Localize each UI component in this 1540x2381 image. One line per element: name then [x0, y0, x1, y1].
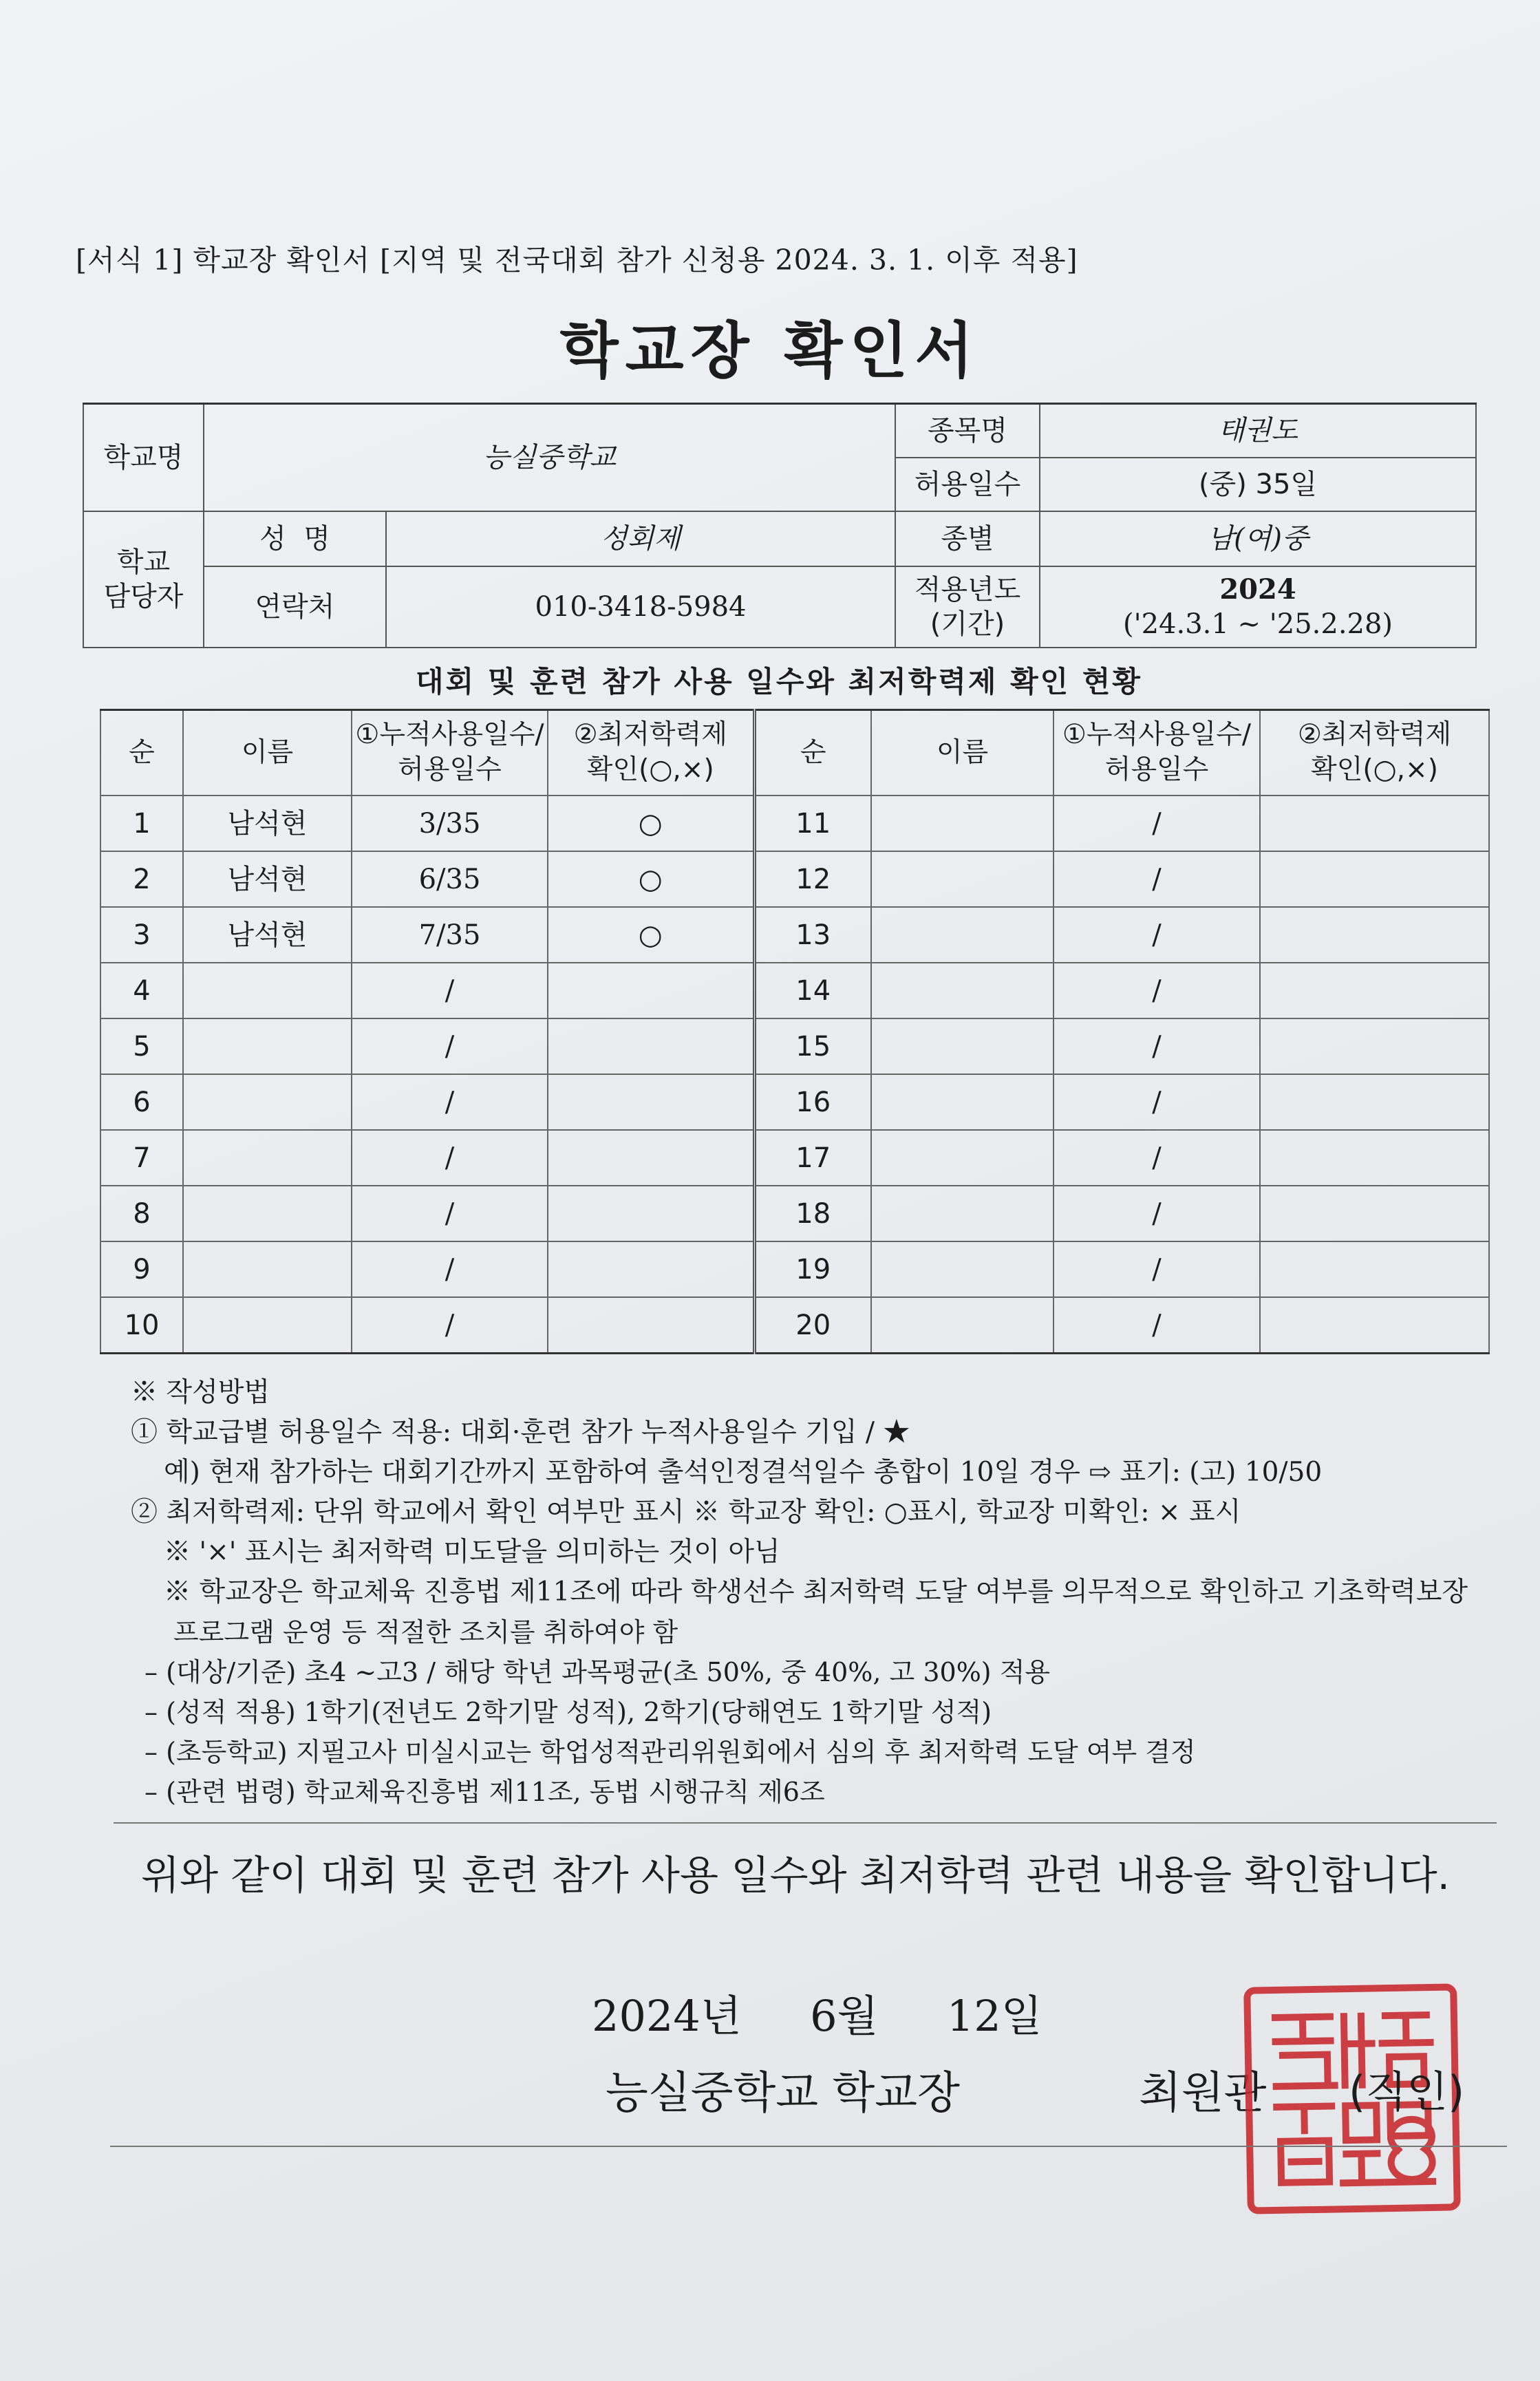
student-name: [871, 1241, 1054, 1297]
academic-check: ○: [548, 796, 754, 851]
academic-check: [1260, 1074, 1489, 1130]
row-number: 6: [100, 1074, 183, 1130]
table-row: [100, 1074, 1489, 1130]
instruction-line: – (성적 적용) 1학기(전년도 2학기말 성적), 2학기(당해연도 1학기말 성적): [145, 1697, 992, 1727]
instruction-line: – (대상/기준) 초4 ~고3 / 해당 학년 과목평균(초 50%, 중 40%, 고 30%) 적용: [145, 1657, 1051, 1687]
student-name: [183, 1074, 352, 1130]
academic-check: [548, 1074, 754, 1130]
header-academic-right: ②최저학력제 확인(○,×): [1260, 710, 1489, 796]
table-row: [100, 1130, 1489, 1186]
header-academic-left: ②최저학력제 확인(○,×): [548, 710, 754, 796]
row-number: 7: [100, 1130, 183, 1186]
row-number: 19: [754, 1241, 871, 1297]
student-name: [871, 1186, 1054, 1241]
row-number: 8: [100, 1186, 183, 1241]
used-days: 7/35: [352, 907, 548, 963]
list-title: 대회 및 훈련 참가 사용 일수와 최저학력제 확인 현황: [416, 665, 1142, 698]
school-name-value: 능실중학교: [204, 404, 895, 511]
student-name: [183, 1018, 352, 1074]
academic-check: [1260, 1297, 1489, 1354]
academic-check: ○: [548, 907, 754, 963]
student-name: 남석현: [183, 907, 352, 963]
manager-label: 학교 담당자: [83, 511, 204, 648]
academic-check: [548, 1130, 754, 1186]
student-name: 남석현: [183, 796, 352, 851]
student-name: [871, 1297, 1054, 1354]
instruction-line: ※ 학교장은 학교체육 진흥법 제11조에 따라 학생선수 최저학력 도달 여부를 의무적으로 확인하고 기초학력보장: [164, 1577, 1468, 1608]
student-name: [871, 796, 1054, 851]
row-number: 12: [754, 851, 871, 907]
academic-check: [1260, 1018, 1489, 1074]
divider-line: [114, 1822, 1497, 1824]
student-name: [183, 1241, 352, 1297]
seal-label: (직인): [1349, 2067, 1465, 2117]
table-row: [100, 796, 1489, 851]
header-no-right: 순: [754, 710, 871, 796]
academic-check: [1260, 1241, 1489, 1297]
used-days: /: [352, 1297, 548, 1354]
row-number: 18: [754, 1186, 871, 1241]
student-name: [871, 1074, 1054, 1130]
used-days: /: [1054, 963, 1260, 1018]
used-days: /: [1054, 1186, 1260, 1241]
apply-year-label: 적용년도 (기간): [895, 566, 1040, 648]
row-number: 3: [100, 907, 183, 963]
row-number: 9: [100, 1241, 183, 1297]
used-days: /: [352, 1130, 548, 1186]
school-name-label: 학교명: [83, 404, 204, 511]
used-days: /: [352, 1241, 548, 1297]
contact-value: 010-3418-5984: [386, 566, 895, 648]
row-number: 5: [100, 1018, 183, 1074]
student-name: 남석현: [183, 851, 352, 907]
student-name: [871, 1018, 1054, 1074]
row-number: 14: [754, 963, 871, 1018]
academic-check: [548, 1018, 754, 1074]
academic-check: [1260, 1186, 1489, 1241]
gender-value: 남(여)중: [1040, 511, 1476, 566]
used-days: /: [1054, 907, 1260, 963]
row-number: 1: [100, 796, 183, 851]
manager-name-value: 성회제: [386, 511, 895, 566]
used-days: 3/35: [352, 796, 548, 851]
allowed-days-value: (중) 35일: [1040, 458, 1476, 511]
used-days: /: [352, 1186, 548, 1241]
used-days: /: [1054, 1018, 1260, 1074]
used-days: /: [1054, 1297, 1260, 1354]
table-row: [100, 963, 1489, 1018]
student-name: [871, 907, 1054, 963]
school-info-table: [83, 403, 1477, 648]
contact-label: 연락처: [204, 566, 386, 648]
signature-date: 2024년 6월 12일: [592, 1991, 1042, 2041]
principal-name: 최원관: [1139, 2068, 1267, 2119]
table-row: [100, 1186, 1489, 1241]
row-number: 17: [754, 1130, 871, 1186]
student-name: [183, 963, 352, 1018]
student-name: [183, 1186, 352, 1241]
confirmation-statement: 위와 같이 대회 및 훈련 참가 사용 일수와 최저학력 관련 내용을 확인합니다.: [141, 1852, 1451, 1899]
header-days-right: ①누적사용일수/ 허용일수: [1054, 710, 1260, 796]
table-row: [100, 851, 1489, 907]
used-days: /: [1054, 1241, 1260, 1297]
student-name: [871, 963, 1054, 1018]
allowed-days-label: 허용일수: [895, 458, 1040, 511]
form-header: [서식 1] 학교장 확인서 [지역 및 전국대회 참가 신청용 2024. 3. 1. 이후 적용]: [76, 244, 1078, 277]
academic-check: [548, 1297, 754, 1354]
apply-period-value: ('24.3.1 ~ '25.2.28): [1122, 608, 1393, 640]
student-name: [183, 1297, 352, 1354]
used-days: /: [1054, 796, 1260, 851]
apply-year-cell: [1040, 566, 1476, 648]
header-name-right: 이름: [871, 710, 1054, 796]
manager-name-label: 성 명: [204, 511, 386, 566]
table-row: [100, 907, 1489, 963]
academic-check: ○: [548, 851, 754, 907]
used-days: /: [1054, 1130, 1260, 1186]
academic-check: [548, 1241, 754, 1297]
academic-check: [1260, 963, 1489, 1018]
student-name: [183, 1130, 352, 1186]
instruction-line: ※ '×' 표시는 최저학력 미도달을 의미하는 것이 아님: [164, 1537, 780, 1568]
academic-check: [548, 1186, 754, 1241]
instruction-line: ② 최저학력제: 단위 학교에서 확인 여부만 표시 ※ 학교장 확인: ○표시, 학교장 미확인: × 표시: [131, 1497, 1241, 1528]
instruction-line: ※ 작성방법: [131, 1377, 270, 1408]
student-name: [871, 851, 1054, 907]
academic-check: [1260, 851, 1489, 907]
instruction-line: 예) 현재 참가하는 대회기간까지 포함하여 출석인정결석일수 총합이 10일 경우 ⇨ 표기: (고) 10/50: [164, 1457, 1323, 1488]
used-days: /: [352, 963, 548, 1018]
bottom-divider-line: [110, 2146, 1507, 2147]
academic-check: [548, 963, 754, 1018]
instruction-line: – (초등학교) 지필고사 미실시교는 학업성적관리위원회에서 심의 후 최저학력 도달 여부 결정: [145, 1737, 1196, 1767]
row-number: 4: [100, 963, 183, 1018]
header-no-left: 순: [100, 710, 183, 796]
used-days: /: [352, 1074, 548, 1130]
used-days: 6/35: [352, 851, 548, 907]
instruction-line: ① 학교급별 허용일수 적용: 대회·훈련 참가 누적사용일수 기입 / ★: [131, 1417, 910, 1448]
apply-year-value: 2024: [1219, 573, 1296, 606]
row-number: 15: [754, 1018, 871, 1074]
gender-label: 종별: [895, 511, 1040, 566]
row-number: 11: [754, 796, 871, 851]
row-number: 13: [754, 907, 871, 963]
table-row: [100, 1018, 1489, 1074]
academic-check: [1260, 907, 1489, 963]
student-name: [871, 1130, 1054, 1186]
document-title: 학교장 확인서: [559, 315, 981, 386]
instruction-line: – (관련 법령) 학교체육진흥법 제11조, 동법 시행규칙 제6조: [145, 1777, 825, 1807]
signer-title: 능실중학교 학교장: [606, 2068, 960, 2119]
header-days-left: ①누적사용일수/ 허용일수: [352, 710, 548, 796]
table-row: [100, 1297, 1489, 1354]
row-number: 20: [754, 1297, 871, 1354]
participation-table: [100, 709, 1490, 1354]
writing-instructions: [131, 1373, 1507, 1812]
instruction-line: 프로그램 운영 등 적절한 조치를 취하여야 함: [173, 1617, 678, 1647]
used-days: /: [352, 1018, 548, 1074]
academic-check: [1260, 796, 1489, 851]
used-days: /: [1054, 1074, 1260, 1130]
row-number: 2: [100, 851, 183, 907]
table-row: [100, 1241, 1489, 1297]
used-days: /: [1054, 851, 1260, 907]
row-number: 16: [754, 1074, 871, 1130]
sport-value: 태권도: [1040, 404, 1476, 458]
sport-label: 종목명: [895, 404, 1040, 458]
row-number: 10: [100, 1297, 183, 1354]
academic-check: [1260, 1130, 1489, 1186]
header-name-left: 이름: [183, 710, 352, 796]
